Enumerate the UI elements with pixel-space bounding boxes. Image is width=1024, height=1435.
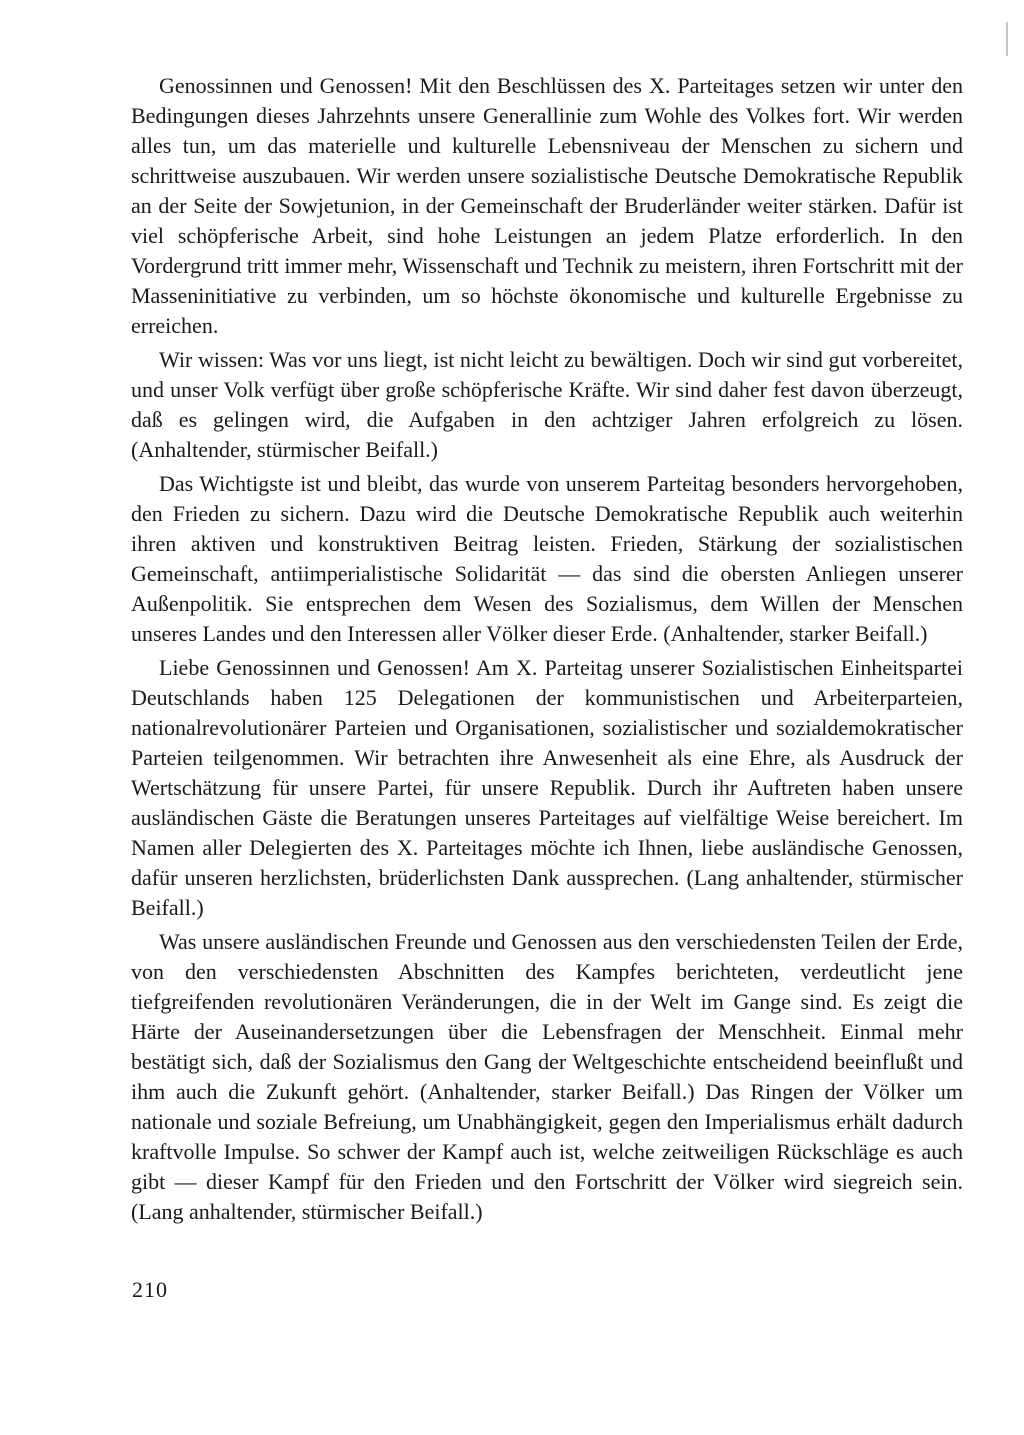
scan-edge-mark	[1006, 22, 1008, 56]
paragraph-1: Genossinnen und Genossen! Mit den Beschlüssen des X. Parteitages setzen wir unter den Bedingungen dieses Jahrzehnts unsere Generallinie zum Wohle des Volkes fort. Wir werden alles tun, um das materielle und kulturelle Lebensniveau der Menschen zu sichern und schrittweise auszubauen. Wir werden unsere sozialistische Deutsche Demokratische Republik an der Seite der Sowjetunion, in der Gemeinschaft der Bruderländer weiter stärken. Dafür ist viel schöpferische Arbeit, sind hohe Leistungen an jedem Platze erforderlich. In den Vordergrund tritt immer mehr, Wissenschaft und Technik zu meistern, ihren Fortschritt mit der Masseninitiative zu verbinden, um so höchste ökonomische und kulturelle Ergebnisse zu erreichen.	[131, 73, 963, 338]
paragraph-2: Wir wissen: Was vor uns liegt, ist nicht leicht zu bewältigen. Doch wir sind gut vorbereitet, und unser Volk verfügt über große schöpferische Kräfte. Wir sind daher fest davon überzeugt, daß es gelingen wird, die Aufgaben in den achtziger Jahren erfolgreich zu lösen. (Anhaltender, stürmischer Beifall.)	[131, 347, 963, 462]
paragraph-5: Was unsere ausländischen Freunde und Genossen aus den verschiedensten Teilen der Erde, von den verschiedensten Abschnitten des Kampfes berichteten, verdeutlicht jene tiefgreifenden revolutionären Veränderungen, die in der Welt im Gange sind. Es zeigt die Härte der Auseinandersetzungen über die Lebensfragen der Menschheit. Einmal mehr bestätigt sich, daß der Sozialismus den Gang der Weltgeschichte entscheidend beeinflußt und ihm auch die Zukunft gehört. (Anhaltender, starker Beifall.) Das Ringen der Völker um nationale und soziale Befreiung, um Unabhängigkeit, gegen den Imperialismus erhält dadurch kraftvolle Impulse. So schwer der Kampf auch ist, welche zeitweiligen Rückschläge es auch gibt — dieser Kampf für den Frieden und den Fortschritt der Völker wird siegreich sein. (Lang anhaltender, stürmischer Beifall.)	[131, 929, 963, 1224]
body-text	[131, 71, 963, 1227]
paragraph-4: Liebe Genossinnen und Genossen! Am X. Parteitag unserer Sozialistischen Einheitspartei Deutschlands haben 125 Delegationen der kommunistischen und Arbeiterparteien, nationalrevolutionärer Parteien und Organisationen, sozialistischer und sozialdemokratischer Parteien teilgenommen. Wir betrachten ihre Anwesenheit als eine Ehre, als Ausdruck der Wertschätzung für unsere Partei, für unsere Republik. Durch ihr Auftreten haben unsere ausländischen Gäste die Beratungen unseres Parteitages auf vielfältige Weise bereichert. Im Namen aller Delegierten des X. Parteitages möchte ich Ihnen, liebe ausländische Genossen, dafür unseren herzlichsten, brüderlichsten Dank aussprechen. (Lang anhaltender, stürmischer Beifall.)	[131, 655, 963, 920]
page-number: 210	[132, 1277, 168, 1302]
paragraph-3: Das Wichtigste ist und bleibt, das wurde von unserem Parteitag besonders hervorgehoben, den Frieden zu sichern. Dazu wird die Deutsche Demokratische Republik auch weiterhin ihren aktiven und konstruktiven Beitrag leisten. Frieden, Stärkung der sozialistischen Gemeinschaft, antiimperialistische Solidarität — das sind die obersten Anliegen unserer Außenpolitik. Sie entsprechen dem Wesen des Sozialismus, dem Willen der Menschen unseres Landes und den Interessen aller Völker dieser Erde. (Anhaltender, starker Beifall.)	[131, 471, 963, 646]
